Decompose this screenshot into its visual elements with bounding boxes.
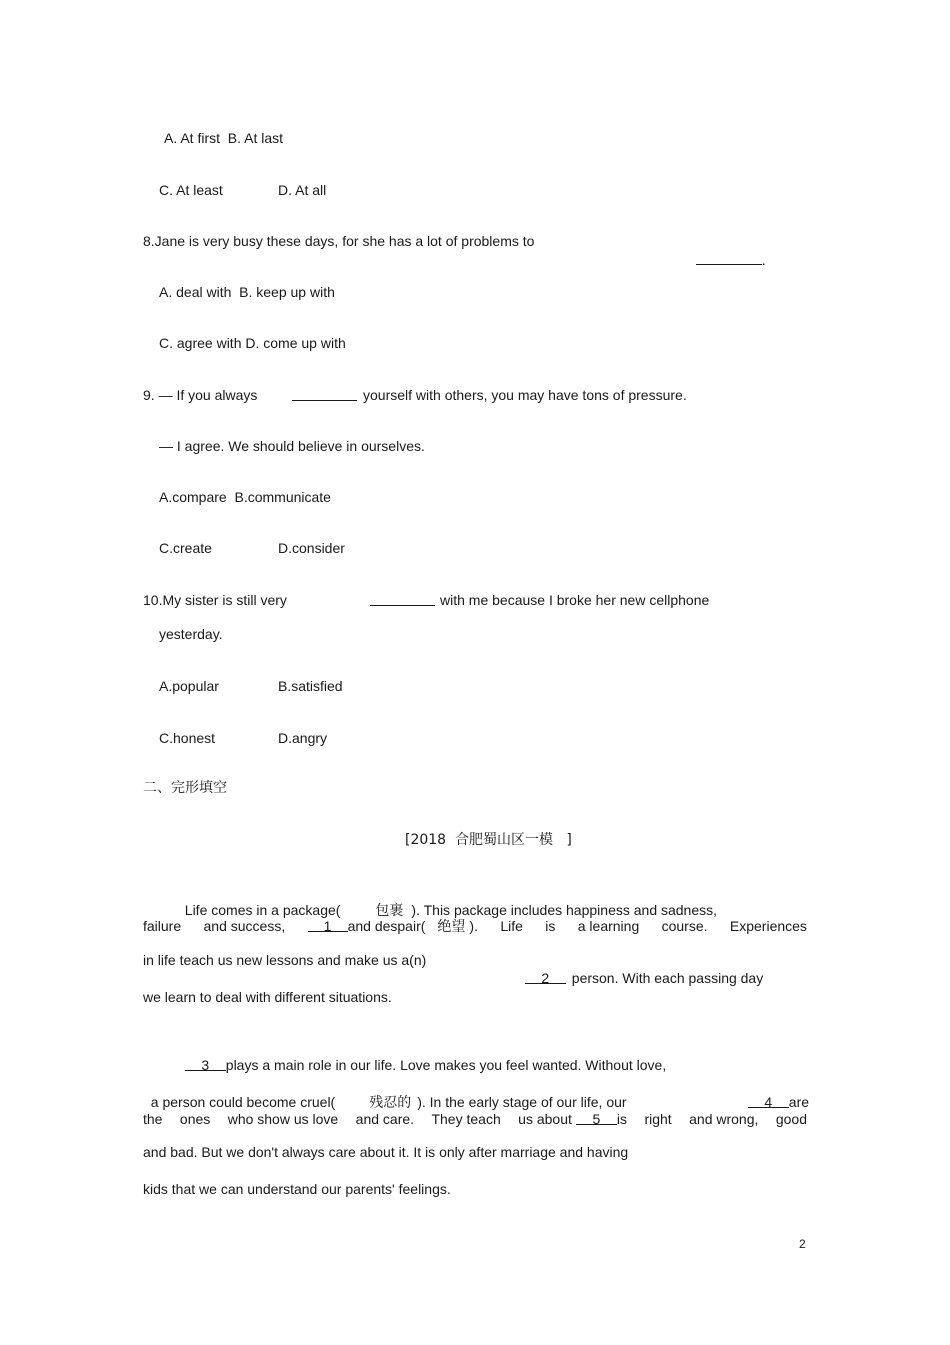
word: and despair( [347, 918, 426, 934]
word: who show us love [227, 1111, 339, 1127]
word: and success, [203, 918, 286, 934]
passage-p2-line5: kids that we can understand our parents' feelings. [143, 1181, 451, 1197]
q10-answer-blank [370, 591, 435, 610]
blank-number-2: 2 [525, 969, 566, 984]
text-segment: Life comes in a package( [184, 902, 341, 918]
text-segment: are [788, 1094, 810, 1110]
q10-option-b: B.satisfied [278, 678, 343, 694]
blank-number-3: 3 [185, 1056, 226, 1071]
blank-line [292, 386, 357, 401]
blank-number-1: 1 [308, 917, 348, 932]
passage-p2-line2a [143, 1075, 627, 1112]
passage-p2-line2b [740, 1075, 809, 1111]
chinese-gloss: 包裹 [375, 903, 404, 919]
q10-stem-end: with me because I broke her new cellphone [440, 592, 710, 608]
word: is [545, 918, 556, 934]
text-segment: ). This package includes happiness and sadness, [411, 902, 718, 918]
word: the [143, 1111, 163, 1127]
q7-option-d: D. At all [278, 182, 327, 198]
blank-1-group [308, 917, 478, 936]
q8-end-punct: . [761, 252, 766, 268]
q9-stem-end: yourself with others, you may have tons of pressure. [363, 387, 687, 403]
section-heading: 二、完形填空 [143, 780, 227, 796]
q10-option-a: A.popular [159, 678, 219, 694]
blank-5-group [518, 1110, 627, 1128]
text-segment: ). In the early stage of our life, our [417, 1094, 627, 1110]
blank-line [370, 591, 435, 606]
passage-p1-line1 [177, 883, 717, 920]
chinese-gloss: 绝望 [437, 919, 466, 935]
q9-reply: — I agree. We should believe in ourselves. [159, 438, 425, 454]
q8-options-ab: A. deal with B. keep up with [159, 284, 335, 300]
passage-p1-line3a: in life teach us new lessons and make us a(n) [143, 952, 427, 968]
blank-number-5: 5 [576, 1110, 617, 1125]
word: right [644, 1111, 672, 1127]
word: ). [469, 918, 478, 934]
passage-p1-line2 [143, 917, 807, 936]
q10-stem-start: 10.My sister is still very [143, 592, 287, 608]
passage-p1-line4: we learn to deal with different situations. [143, 989, 392, 1005]
q9-stem-start: 9. — If you always [143, 387, 258, 403]
q7-options-ab: A. At first B. At last [164, 130, 284, 146]
chinese-gloss: 残忍的 [369, 1095, 412, 1111]
q8-stem: 8.Jane is very busy these days, for she has a lot of problems to [143, 233, 535, 249]
text-segment: person. With each passing day [571, 970, 764, 986]
q7-option-c: C. At least [159, 182, 223, 198]
q10-stem-continued: yesterday. [159, 626, 223, 642]
q9-option-d: D.consider [278, 540, 345, 556]
passage-p2-line4: and bad. But we don't always care about it. It is only after marriage and having [143, 1144, 629, 1160]
q10-option-c: C.honest [159, 730, 216, 746]
text-segment: a person could become cruel( [150, 1094, 336, 1110]
blank-line [696, 250, 762, 265]
word: They teach [431, 1111, 501, 1127]
passage-p1-line3b [517, 951, 763, 987]
word: and care. [355, 1111, 415, 1127]
q9-answer-blank [292, 386, 357, 405]
page-number: 2 [799, 1237, 806, 1251]
passage-source [405, 830, 572, 849]
word: course. [661, 918, 708, 934]
q8-answer-blank [688, 232, 766, 269]
passage-p2-line1 [177, 1038, 666, 1074]
q8-options-cd: C. agree with D. come up with [159, 335, 346, 351]
passage-source-text: [2018 合肥蜀山区一模 ] [405, 832, 572, 848]
q9-option-c: C.create [159, 540, 212, 556]
word: Experiences [729, 918, 807, 934]
q9-options-ab: A.compare B.communicate [159, 489, 331, 505]
q10-option-d: D.angry [278, 730, 328, 746]
word: is [616, 1111, 628, 1127]
blank-number-4: 4 [748, 1093, 789, 1108]
word: us about [518, 1111, 572, 1127]
word: failure [143, 918, 182, 934]
word: Life [500, 918, 523, 934]
text-segment: plays a main role in our life. Love makes you feel wanted. Without love, [225, 1057, 667, 1073]
word: and wrong, [689, 1111, 759, 1127]
word: a learning [577, 918, 640, 934]
word: good [775, 1111, 807, 1127]
word: ones [179, 1111, 211, 1127]
passage-p2-line3 [143, 1110, 807, 1128]
